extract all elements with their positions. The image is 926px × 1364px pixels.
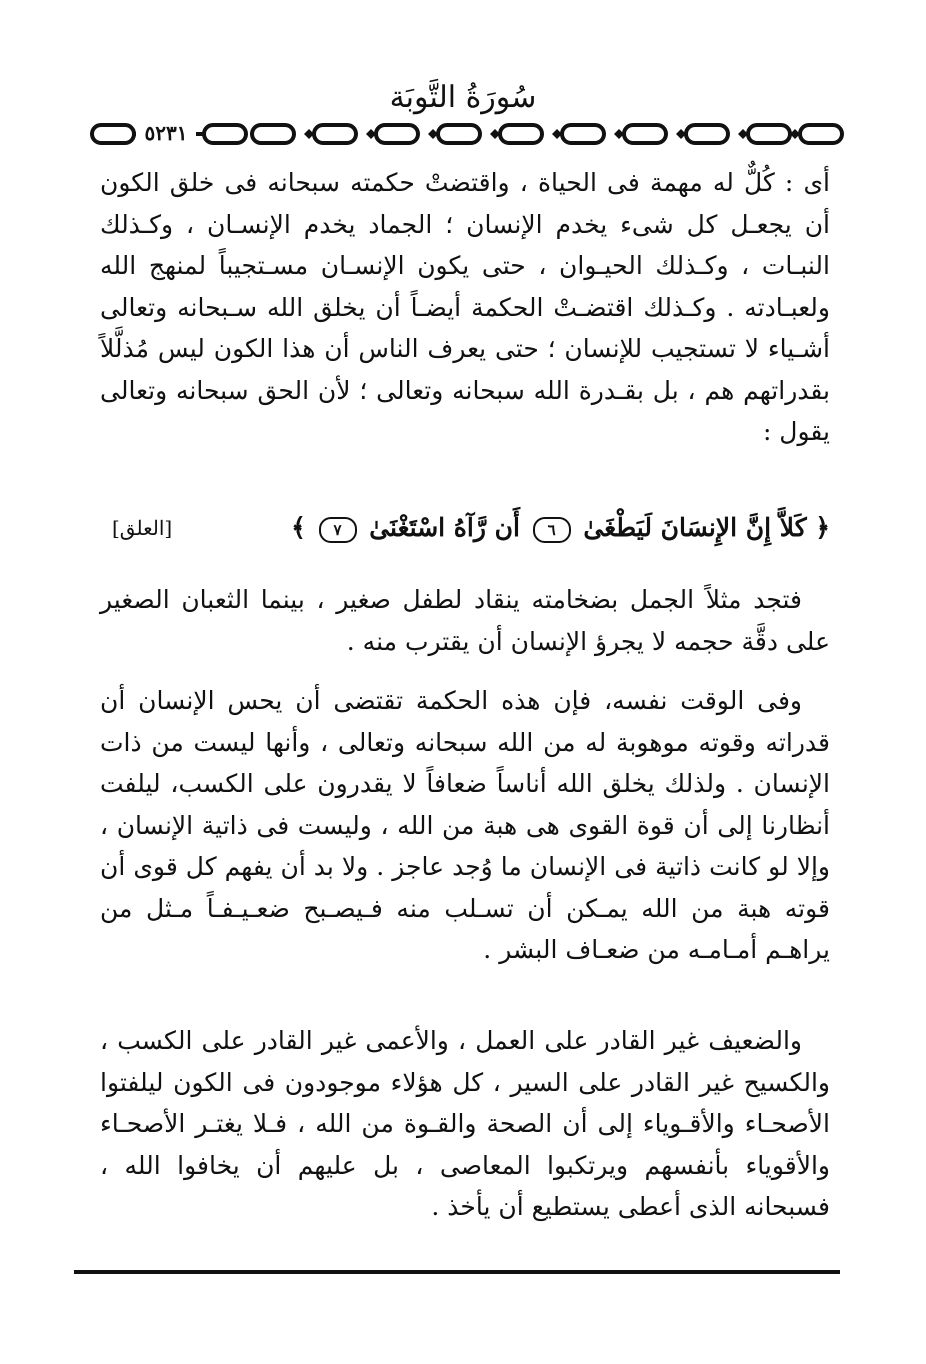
verse-text-2: أَن رَّآهُ اسْتَغْنَىٰ — [369, 513, 520, 542]
paragraph-2 — [100, 579, 830, 662]
verse-open-bracket: ﴿ — [815, 513, 830, 542]
surah-title: سُورَةُ التَّوبَة — [389, 80, 537, 115]
page-number: ٥٢٣١ — [136, 121, 196, 145]
paragraph-2-text: فتجد مثلاً الجمل بضخامته ينقاد لطفل صغير ، بينما الثعبان الصغير على دقَّة حجمه لا يجرؤ الإنسان أن يقترب منه . — [100, 585, 830, 656]
paragraph-4-text: والضعيف غير القادر على العمل ، والأعمى غير القادر على الكسب ، والكسيح غير القادر على السير ، كل هؤلاء موجودون فى الكون ليلفتوا الأصحـاء والأقـوياء إلى أن الصحة والقـوة من الله ، فـلا يغتـر الأصحـاء والأقوياء بأنفسهم ويرتكبوا المعاصى ، بل عليهم أن يخافوا الله ، فسبحانه الذى أعطى يستطيع أن يأخذ . — [100, 1026, 830, 1221]
verse-number-badge: ٧ — [319, 517, 357, 543]
quran-verse — [291, 506, 830, 550]
quran-verse-line — [100, 506, 830, 550]
verse-text-1: كَلاَّ إِنَّ الإِنسَانَ لَيَطْغَىٰ — [583, 513, 807, 542]
decorative-border — [88, 120, 846, 148]
paragraph-1: أى : كُلٌّ له مهمة فى الحياة ، واقتضتْ حكمته سبحانه فى خلق الكون أن يجعـل كل شىء يخدم الإنسان ؛ الجماد يخدم الإنسـان ، وكـذلك النبـات ، وكـذلك الحيـوان ، حتى يكون الإنسـان مسـتجيباً لمنهج الله ولعبـادته . وكـذلك اقتضـتْ الحكمة أيضـاً أن يخلق الله سـبحانه وتعالى أشـياء لا تستجيب للإنسان ؛ حتى يعرف الناس أن هذا الكون ليس مُذلَّلاً بقدراتهم هم ، بل بقـدرة الله سبحانه وتعالى ؛ لأن الحق سبحانه وتعالى يقول : — [100, 168, 830, 446]
verse-close-bracket: ﴾ — [291, 513, 306, 542]
paragraph-3-text: وفى الوقت نفسه، فإن هذه الحكمة تقتضى أن يحس الإنسان أن قدراته وقوته موهوبة له من الله سبحانه وتعالى ، وأنها ليست من ذات الإنسان . ولذلك يخلق الله أناساً ضعافاً لا يقدرون على الكسب، ليلفت أنظارنا إلى أن قوة القوى هى هبة من الله ، وليست فى ذاتية الإنسان ، وإلا لو كانت ذاتية فى الإنسان ما وُجد عاجز . ولا بد أن يفهم كل قوى أن قوته هبة من الله يمـكن أن تسـلب منه فـيصـبح ضعـيـفـاً مـثل من يراهـم أمـامـه من ضعـاف البشر . — [100, 686, 830, 964]
surah-reference: [العلق] — [112, 516, 173, 540]
footer-divider — [74, 1270, 840, 1274]
paragraph-4 — [100, 1020, 830, 1228]
paragraph-3 — [100, 680, 830, 971]
verse-number-badge: ٦ — [533, 517, 571, 543]
